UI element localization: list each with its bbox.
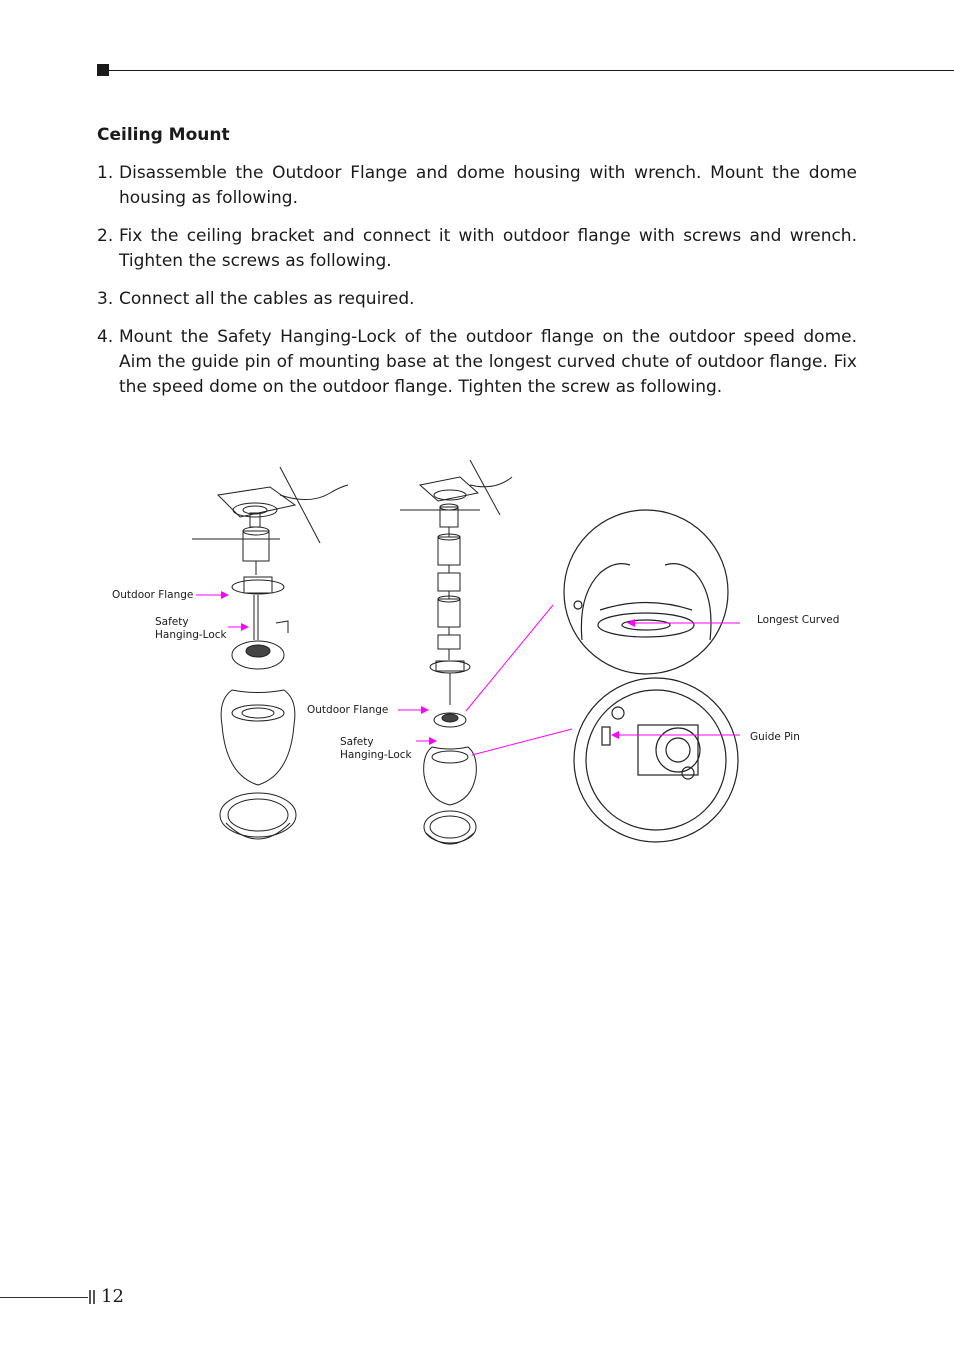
header-rule — [109, 70, 954, 71]
detail-circle-bottom — [574, 678, 738, 842]
mounting-diagram-svg — [100, 455, 860, 855]
label-longest-curved: Longest Curved — [757, 614, 840, 626]
step-item — [97, 224, 857, 274]
middle-assembly-drawing — [400, 460, 512, 844]
step-number: 1. — [97, 163, 114, 183]
step-text: Disassemble the Outdoor Flange and dome housing with wrench. Mount the dome housing as following. — [119, 163, 857, 208]
footer-rule — [0, 1297, 88, 1298]
step-text: Mount the Safety Hanging-Lock of the outdoor flange on the outdoor speed dome. Aim the guide pin of mounting base at the longest curved chute of outdoor flange. Fix the speed dome on the outdoor flange. Tighten the screw as following. — [119, 327, 857, 397]
label-outdoor-flange-mid: Outdoor Flange — [307, 704, 389, 716]
step-item — [97, 287, 857, 312]
label-safety-left: Safety — [155, 616, 189, 628]
step-item — [97, 161, 857, 211]
step-text: Connect all the cables as required. — [119, 289, 415, 309]
label-hanging-lock-left: Hanging-Lock — [155, 629, 227, 641]
leader-lines — [196, 595, 740, 755]
step-list — [97, 161, 857, 413]
detail-circle-top — [564, 510, 728, 674]
mounting-diagram — [100, 455, 860, 855]
step-item — [97, 325, 857, 400]
step-text: Fix the ceiling bracket and connect it with outdoor flange with screws and wrench. Tighten the screws as following. — [119, 226, 857, 271]
label-guide-pin: Guide Pin — [750, 731, 800, 743]
section-title: Ceiling Mount — [97, 125, 230, 145]
step-number: 2. — [97, 226, 114, 246]
header-square-mark — [97, 64, 109, 76]
footer-bar-mark — [89, 1290, 95, 1304]
step-number: 3. — [97, 289, 114, 309]
page-number: 12 — [101, 1286, 124, 1307]
label-safety-mid: Safety — [340, 736, 374, 748]
step-number: 4. — [97, 327, 114, 347]
label-outdoor-flange-left: Outdoor Flange — [112, 589, 194, 601]
left-assembly-drawing — [192, 467, 348, 839]
label-hanging-lock-mid: Hanging-Lock — [340, 749, 412, 761]
